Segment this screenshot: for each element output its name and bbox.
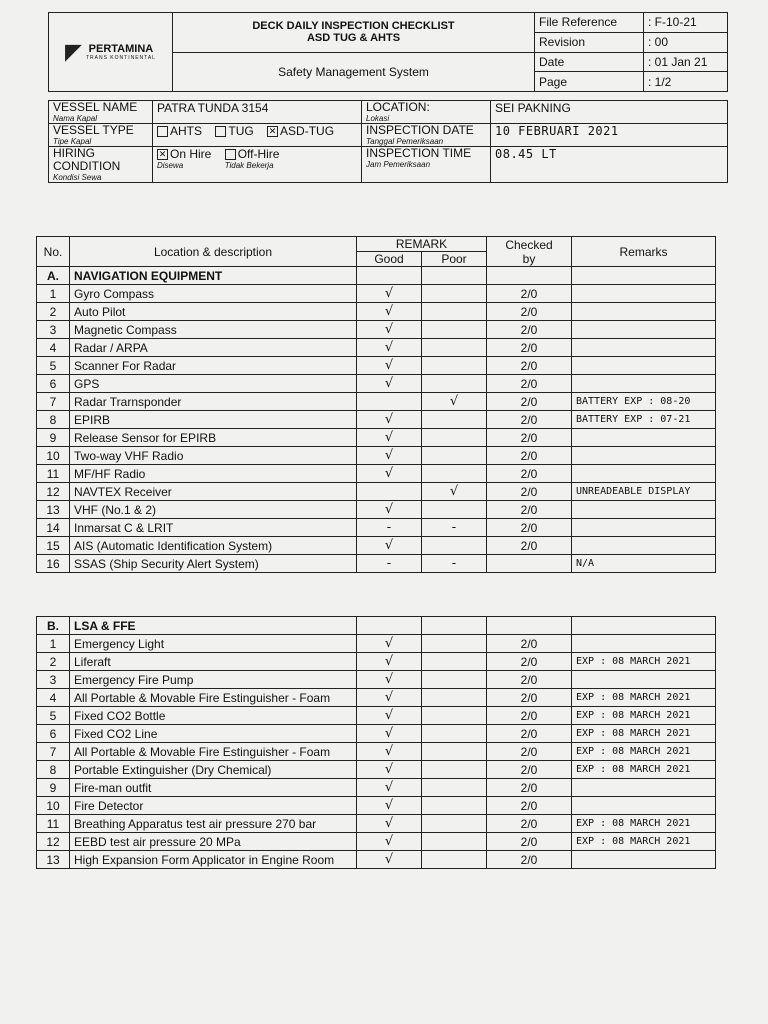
row-remark: BATTERY EXP : 08-20 xyxy=(572,393,716,411)
checked-by: 2/0 xyxy=(487,797,572,815)
checked-by: 2/0 xyxy=(487,285,572,303)
row-remark xyxy=(572,501,716,519)
checked-by: 2/0 xyxy=(487,465,572,483)
poor-mark xyxy=(422,429,487,447)
poor-mark xyxy=(422,375,487,393)
table-row xyxy=(37,303,716,321)
meta-value: : 01 Jan 21 xyxy=(644,52,728,72)
table-row xyxy=(37,393,716,411)
poor-mark xyxy=(422,285,487,303)
hiring-condition-options xyxy=(153,147,362,183)
pertamina-logo-icon: ◤ xyxy=(65,39,82,64)
good-mark: √ xyxy=(357,671,422,689)
meta-label: Date xyxy=(535,52,644,72)
good-mark: √ xyxy=(357,537,422,555)
row-remark xyxy=(572,285,716,303)
good-mark: √ xyxy=(357,797,422,815)
poor-mark xyxy=(422,761,487,779)
row-description: Liferaft xyxy=(70,653,357,671)
row-description: Emergency Fire Pump xyxy=(70,671,357,689)
table-row xyxy=(37,519,716,537)
row-description: GPS xyxy=(70,375,357,393)
col-poor: Poor xyxy=(422,252,487,267)
meta-value: : 00 xyxy=(644,32,728,52)
good-mark: √ xyxy=(357,339,422,357)
inspection-time-label: INSPECTION TIME Jam Pemeriksaan xyxy=(362,147,491,183)
row-description: Fixed CO2 Bottle xyxy=(70,707,357,725)
table-row xyxy=(37,671,716,689)
row-number: 7 xyxy=(37,743,70,761)
table-row xyxy=(37,635,716,653)
table-row xyxy=(37,411,716,429)
row-description: Inmarsat C & LRIT xyxy=(70,519,357,537)
poor-mark xyxy=(422,653,487,671)
row-number: 6 xyxy=(37,375,70,393)
row-number: 11 xyxy=(37,465,70,483)
checked-by: 2/0 xyxy=(487,411,572,429)
row-description: All Portable & Movable Fire Estinguisher - Foam xyxy=(70,689,357,707)
table-row xyxy=(37,743,716,761)
row-remark xyxy=(572,851,716,869)
poor-mark xyxy=(422,725,487,743)
row-number: 1 xyxy=(37,635,70,653)
meta-label: Revision xyxy=(535,32,644,52)
checked-by: 2/0 xyxy=(487,357,572,375)
lsa-ffe-table xyxy=(36,616,716,869)
good-mark: √ xyxy=(357,689,422,707)
table-row xyxy=(37,285,716,303)
table-row xyxy=(37,815,716,833)
table-row xyxy=(37,653,716,671)
checked-by: 2/0 xyxy=(487,833,572,851)
row-description: NAVTEX Receiver xyxy=(70,483,357,501)
row-remark xyxy=(572,519,716,537)
checked-by: 2/0 xyxy=(487,707,572,725)
good-mark: √ xyxy=(357,285,422,303)
navigation-equipment-table xyxy=(36,236,716,573)
checked-by: 2/0 xyxy=(487,635,572,653)
row-number: 2 xyxy=(37,303,70,321)
section-code: B. xyxy=(37,617,70,635)
table-row xyxy=(37,537,716,555)
checklist-sheet xyxy=(36,8,748,1018)
row-remark xyxy=(572,357,716,375)
section-code: A. xyxy=(37,267,70,285)
table-row xyxy=(37,321,716,339)
option-asd-tug[interactable]: ✕ ASD-TUG xyxy=(268,124,335,138)
row-description: Two-way VHF Radio xyxy=(70,447,357,465)
poor-mark: √ xyxy=(422,393,487,411)
good-mark: √ xyxy=(357,357,422,375)
row-number: 2 xyxy=(37,653,70,671)
hiring-condition-label: HIRING CONDITION Kondisi Sewa xyxy=(49,147,153,183)
vessel-name-label: VESSEL NAME Nama Kapal xyxy=(49,101,153,124)
option-on-hire[interactable]: ✕ On Hire Disewa xyxy=(157,147,212,170)
row-description: Radar Trarnsponder xyxy=(70,393,357,411)
table-row xyxy=(37,761,716,779)
row-number: 5 xyxy=(37,707,70,725)
row-description: Portable Extinguisher (Dry Chemical) xyxy=(70,761,357,779)
col-no: No. xyxy=(37,237,70,267)
poor-mark xyxy=(422,501,487,519)
poor-mark xyxy=(422,815,487,833)
row-remark: UNREADEABLE DISPLAY xyxy=(572,483,716,501)
good-mark: √ xyxy=(357,465,422,483)
row-number: 9 xyxy=(37,779,70,797)
checked-by: 2/0 xyxy=(487,393,572,411)
row-number: 8 xyxy=(37,411,70,429)
row-number: 7 xyxy=(37,393,70,411)
row-remark: EXP : 08 MARCH 2021 xyxy=(572,833,716,851)
title-line-2: ASD TUG & AHTS xyxy=(306,32,401,45)
row-number: 13 xyxy=(37,501,70,519)
table-row xyxy=(37,797,716,815)
col-checked-by: Checked by xyxy=(487,237,572,267)
poor-mark xyxy=(422,357,487,375)
good-mark xyxy=(357,483,422,501)
row-description: Fire Detector xyxy=(70,797,357,815)
row-description: EEBD test air pressure 20 MPa xyxy=(70,833,357,851)
row-remark xyxy=(572,339,716,357)
document-header xyxy=(48,12,728,92)
checked-by: 2/0 xyxy=(487,851,572,869)
row-description: Release Sensor for EPIRB xyxy=(70,429,357,447)
row-number: 13 xyxy=(37,851,70,869)
good-mark: √ xyxy=(357,375,422,393)
row-number: 15 xyxy=(37,537,70,555)
row-remark xyxy=(572,779,716,797)
table-row xyxy=(37,483,716,501)
row-remark xyxy=(572,375,716,393)
poor-mark xyxy=(422,339,487,357)
poor-mark xyxy=(422,689,487,707)
checked-by: 2/0 xyxy=(487,303,572,321)
table-row xyxy=(37,429,716,447)
row-number: 5 xyxy=(37,357,70,375)
option-ahts[interactable]: AHTS xyxy=(157,124,202,138)
section-title: LSA & FFE xyxy=(70,617,357,635)
checked-by: 2/0 xyxy=(487,689,572,707)
poor-mark xyxy=(422,707,487,725)
section-title: NAVIGATION EQUIPMENT xyxy=(70,267,357,285)
checked-by: 2/0 xyxy=(487,653,572,671)
checkbox: ✕ xyxy=(268,126,277,137)
row-remark xyxy=(572,671,716,689)
row-number: 4 xyxy=(37,339,70,357)
row-number: 3 xyxy=(37,671,70,689)
good-mark: √ xyxy=(357,447,422,465)
poor-mark xyxy=(422,321,487,339)
row-remark: N/A xyxy=(572,555,716,573)
row-description: Gyro Compass xyxy=(70,285,357,303)
good-mark: - xyxy=(357,519,422,537)
row-description: Fixed CO2 Line xyxy=(70,725,357,743)
table-row xyxy=(37,707,716,725)
checkbox xyxy=(225,149,236,160)
inspection-date-label: INSPECTION DATE Tanggal Pemeriksaan xyxy=(362,124,491,147)
good-mark: √ xyxy=(357,743,422,761)
vessel-info xyxy=(48,100,728,183)
col-location: Location & description xyxy=(70,237,357,267)
table-row xyxy=(37,501,716,519)
table-row xyxy=(37,779,716,797)
checked-by: 2/0 xyxy=(487,725,572,743)
meta-label: File Reference xyxy=(535,13,644,33)
vessel-type-label: VESSEL TYPE Tipe Kapal xyxy=(49,124,153,147)
row-remark: EXP : 08 MARCH 2021 xyxy=(572,689,716,707)
good-mark: - xyxy=(357,555,422,573)
row-description: Auto Pilot xyxy=(70,303,357,321)
vessel-type-options xyxy=(153,124,362,147)
row-number: 10 xyxy=(37,447,70,465)
good-mark: √ xyxy=(357,833,422,851)
row-description: Emergency Light xyxy=(70,635,357,653)
good-mark: √ xyxy=(357,707,422,725)
row-description: All Portable & Movable Fire Estinguisher - Foam xyxy=(70,743,357,761)
poor-mark xyxy=(422,465,487,483)
table-row xyxy=(37,555,716,573)
checkbox: ✕ xyxy=(158,149,167,160)
meta-value: : 1/2 xyxy=(644,72,728,92)
poor-mark xyxy=(422,303,487,321)
system-name: Safety Management System xyxy=(173,52,535,92)
checked-by: 2/0 xyxy=(487,429,572,447)
checked-by xyxy=(487,555,572,573)
good-mark: √ xyxy=(357,653,422,671)
checked-by: 2/0 xyxy=(487,519,572,537)
table-row xyxy=(37,465,716,483)
row-number: 12 xyxy=(37,483,70,501)
checkbox xyxy=(157,126,168,137)
table-row xyxy=(37,689,716,707)
row-number: 4 xyxy=(37,689,70,707)
poor-mark: - xyxy=(422,519,487,537)
row-description: MF/HF Radio xyxy=(70,465,357,483)
col-remark: REMARK xyxy=(357,237,487,252)
row-description: Scanner For Radar xyxy=(70,357,357,375)
row-remark xyxy=(572,537,716,555)
row-number: 12 xyxy=(37,833,70,851)
checked-by: 2/0 xyxy=(487,339,572,357)
row-remark xyxy=(572,321,716,339)
good-mark: √ xyxy=(357,411,422,429)
company-logo xyxy=(49,13,173,92)
row-number: 1 xyxy=(37,285,70,303)
document-title xyxy=(173,13,535,53)
poor-mark xyxy=(422,447,487,465)
checked-by: 2/0 xyxy=(487,779,572,797)
row-number: 8 xyxy=(37,761,70,779)
row-description: EPIRB xyxy=(70,411,357,429)
table-row xyxy=(37,851,716,869)
vessel-name-value: PATRA TUNDA 3154 xyxy=(153,101,362,124)
location-value: SEI PAKNING xyxy=(491,101,728,124)
row-number: 6 xyxy=(37,725,70,743)
checked-by: 2/0 xyxy=(487,501,572,519)
poor-mark xyxy=(422,851,487,869)
row-number: 16 xyxy=(37,555,70,573)
row-remark xyxy=(572,465,716,483)
row-number: 14 xyxy=(37,519,70,537)
table-row xyxy=(37,339,716,357)
row-description: Radar / ARPA xyxy=(70,339,357,357)
poor-mark xyxy=(422,779,487,797)
checked-by: 2/0 xyxy=(487,761,572,779)
checked-by: 2/0 xyxy=(487,321,572,339)
good-mark: √ xyxy=(357,851,422,869)
row-number: 10 xyxy=(37,797,70,815)
row-remark: EXP : 08 MARCH 2021 xyxy=(572,725,716,743)
row-number: 3 xyxy=(37,321,70,339)
row-remark: EXP : 08 MARCH 2021 xyxy=(572,761,716,779)
row-remark: EXP : 08 MARCH 2021 xyxy=(572,653,716,671)
poor-mark xyxy=(422,411,487,429)
checkbox xyxy=(215,126,226,137)
title-line-1: DECK DAILY INSPECTION CHECKLIST xyxy=(252,20,455,33)
table-row xyxy=(37,447,716,465)
row-description: SSAS (Ship Security Alert System) xyxy=(70,555,357,573)
checked-by: 2/0 xyxy=(487,375,572,393)
good-mark xyxy=(357,393,422,411)
row-description: AIS (Automatic Identification System) xyxy=(70,537,357,555)
row-remark xyxy=(572,447,716,465)
row-description: High Expansion Form Applicator in Engine Room xyxy=(70,851,357,869)
poor-mark xyxy=(422,537,487,555)
inspection-date-value: 10 FEBRUARI 2021 xyxy=(491,124,728,147)
row-remark xyxy=(572,635,716,653)
row-description: VHF (No.1 & 2) xyxy=(70,501,357,519)
location-label: LOCATION: Lokasi xyxy=(362,101,491,124)
poor-mark xyxy=(422,635,487,653)
row-remark: EXP : 08 MARCH 2021 xyxy=(572,815,716,833)
poor-mark: - xyxy=(422,555,487,573)
table-row xyxy=(37,725,716,743)
logo-subtitle: TRANS KONTINENTAL xyxy=(85,55,156,61)
poor-mark xyxy=(422,671,487,689)
checked-by: 2/0 xyxy=(487,671,572,689)
inspection-time-value: 08.45 LT xyxy=(491,147,728,183)
option-off-hire[interactable]: Off-Hire Tidak Bekerja xyxy=(224,147,280,170)
row-number: 11 xyxy=(37,815,70,833)
good-mark: √ xyxy=(357,725,422,743)
table-row xyxy=(37,375,716,393)
poor-mark xyxy=(422,833,487,851)
row-remark xyxy=(572,429,716,447)
poor-mark xyxy=(422,743,487,761)
checked-by: 2/0 xyxy=(487,537,572,555)
row-remark: EXP : 08 MARCH 2021 xyxy=(572,707,716,725)
table-row xyxy=(37,833,716,851)
good-mark: √ xyxy=(357,635,422,653)
checked-by: 2/0 xyxy=(487,815,572,833)
good-mark: √ xyxy=(357,761,422,779)
row-description: Magnetic Compass xyxy=(70,321,357,339)
table-row xyxy=(37,357,716,375)
good-mark: √ xyxy=(357,429,422,447)
poor-mark: √ xyxy=(422,483,487,501)
good-mark: √ xyxy=(357,815,422,833)
good-mark: √ xyxy=(357,501,422,519)
col-good: Good xyxy=(357,252,422,267)
poor-mark xyxy=(422,797,487,815)
row-remark: EXP : 08 MARCH 2021 xyxy=(572,743,716,761)
row-remark xyxy=(572,797,716,815)
checked-by: 2/0 xyxy=(487,447,572,465)
row-description: Breathing Apparatus test air pressure 270 bar xyxy=(70,815,357,833)
row-description: Fire-man outfit xyxy=(70,779,357,797)
row-remark: BATTERY EXP : 07-21 xyxy=(572,411,716,429)
checked-by: 2/0 xyxy=(487,743,572,761)
meta-label: Page xyxy=(535,72,644,92)
row-number: 9 xyxy=(37,429,70,447)
good-mark: √ xyxy=(357,303,422,321)
good-mark: √ xyxy=(357,321,422,339)
option-tug[interactable]: TUG xyxy=(215,124,253,138)
col-remarks: Remarks xyxy=(572,237,716,267)
meta-value: : F-10-21 xyxy=(644,13,728,33)
good-mark: √ xyxy=(357,779,422,797)
checked-by: 2/0 xyxy=(487,483,572,501)
logo-name: PERTAMINA xyxy=(88,43,154,55)
row-remark xyxy=(572,303,716,321)
